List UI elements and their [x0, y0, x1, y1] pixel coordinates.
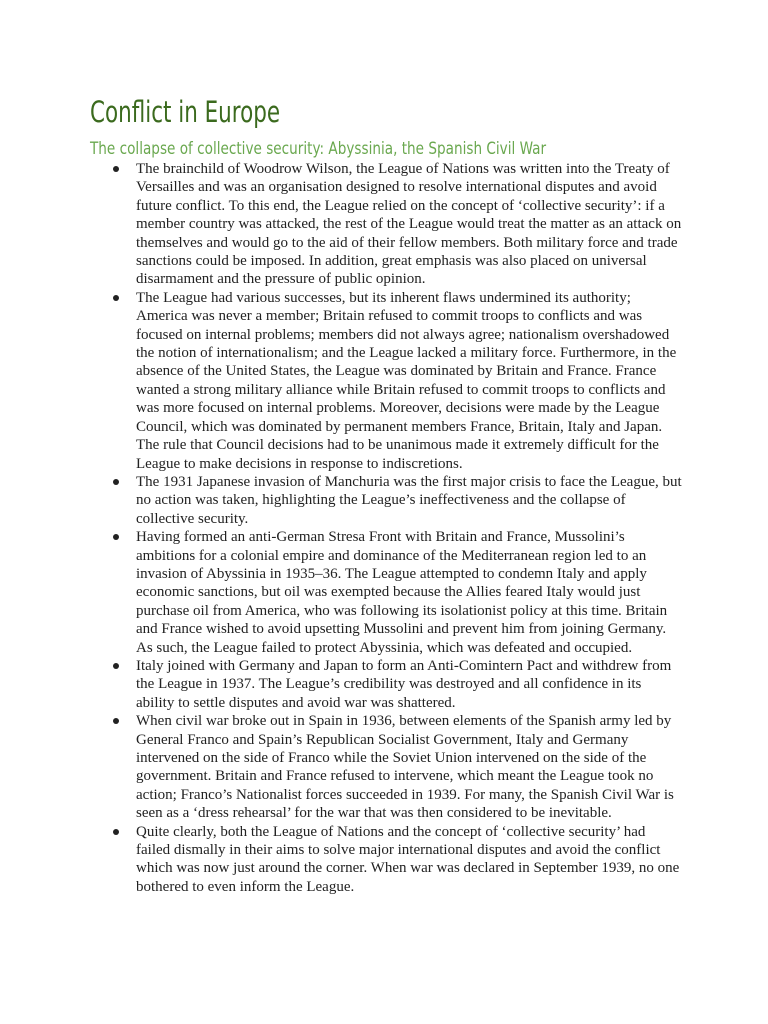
bullet-text: Having formed an anti-German Stresa Front with Britain and France, Mussolini’s ambitions for a colonial empire and dominance of the Mediterranean region led to an invasion of Abyssinia in 1935–36. The League attempted to condemn Italy and apply economic sanctions, but oil was exempted because the Allies feared Italy would just purchase oil from America, who was following its isolationist policy at this time. Britain and France wished to avoid upsetting Mussolini and prevent him from joining Germany. As such, the League failed to protect Abyssinia, which was defeated and occupied.	[136, 529, 668, 656]
bullet-text: Quite clearly, both the League of Nations and the concept of ‘collective security’ had failed dismally in their aims to solve major international disputes and avoid the conflict which was now just around the corner. When war was declared in September 1939, no one bothered to even inform the League.	[136, 823, 680, 895]
bullet-text: Italy joined with Germany and Japan to form an Anti-Comintern Pact and withdrew from the League in 1937. The League’s credibility was destroyed and all confidence in its ability to settle disputes and avoid war was shattered.	[136, 657, 672, 711]
bullet-text: The brainchild of Woodrow Wilson, the League of Nations was written into the Treaty of Versailles and was an organisation designed to resolve international disputes and avoid future conflict. To this end, the League relied on the concept of ‘collective security’: if a member country was attacked, the rest of the League would treat the matter as an attack on themselves and would go to the aid of their fellow members. Both military force and trade sanctions could be imposed. In addition, great emphasis was also placed on universal disarmament and the pressure of public opinion.	[136, 161, 682, 288]
bullet-text: The 1931 Japanese invasion of Manchuria was the first major crisis to face the League, but no action was taken, highlighting the League’s ineffectiveness and the collapse of collective security.	[136, 473, 682, 527]
bullet-icon	[113, 663, 119, 669]
bullet-icon	[113, 166, 119, 172]
bullet-icon	[113, 829, 119, 835]
bullet-icon	[113, 479, 119, 485]
section-subtitle: The collapse of collective security: Abyssinia, the Spanish Civil War	[90, 139, 547, 159]
bullet-item-3	[113, 473, 683, 528]
bullet-item-1	[113, 160, 683, 289]
page-title: Conflict in Europe	[90, 95, 281, 129]
bullet-text: The League had various successes, but its inherent flaws undermined its authority; America was never a member; Britain refused to commit troops to conflicts and was focused on internal problems; members did not always agree; nationalism overshadowed the notion of internationalism; and the League lacked a military force. Furthermore, in the absence of the United States, the League was dominated by Britain and France. France wanted a strong military alliance while Britain refused to commit troops to conflicts and was more focused on internal problems. Moreover, decisions were made by the League Council, which was dominated by permanent members France, Britain, Italy and Japan. The rule that Council decisions had to be unanimous made it extremely difficult for the League to make decisions in response to indiscretions.	[136, 289, 677, 472]
bullet-item-6	[113, 712, 683, 822]
bullet-item-2	[113, 289, 683, 473]
bullet-icon	[113, 718, 119, 724]
bullet-item-4	[113, 528, 683, 657]
bullet-icon	[113, 295, 119, 301]
bullet-icon	[113, 534, 119, 540]
bullet-item-7	[113, 823, 683, 897]
bullet-item-5	[113, 657, 683, 712]
bullet-text: When civil war broke out in Spain in 1936, between elements of the Spanish army led by General Franco and Spain’s Republican Socialist Government, Italy and Germany intervened on the side of Franco while the Soviet Union intervened on the side of the government. Britain and France refused to intervene, which meant the League took no action; Franco’s Nationalist forces succeeded in 1939. For many, the Spanish Civil War is seen as a ‘dress rehearsal’ for the war that was then considered to be inevitable.	[136, 713, 674, 822]
bullet-list	[113, 160, 683, 896]
